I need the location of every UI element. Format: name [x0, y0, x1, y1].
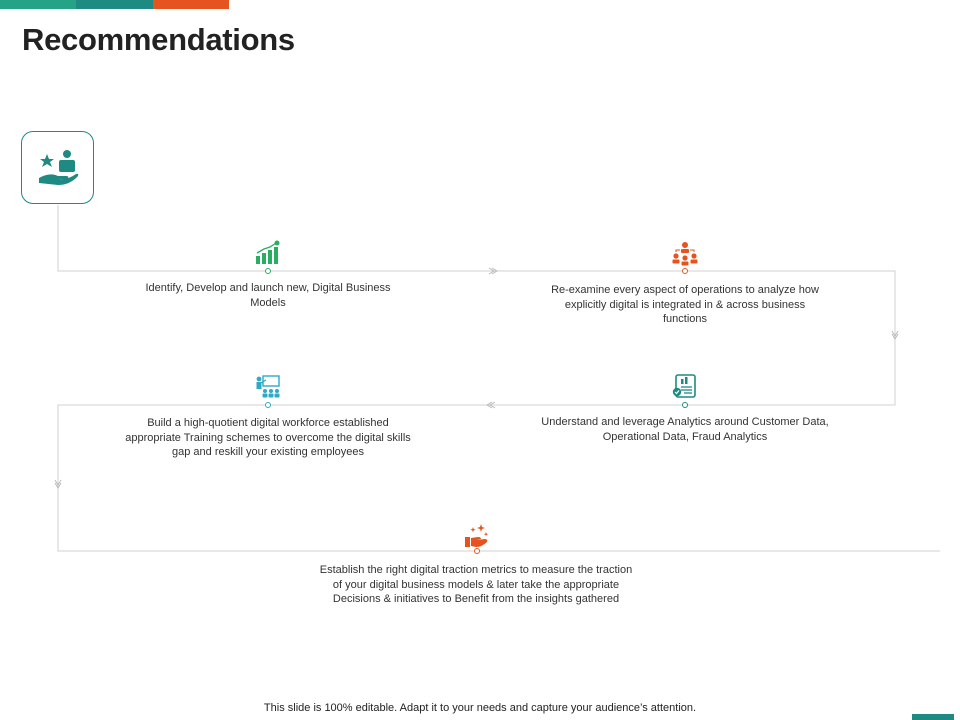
benefit-hand-icon	[463, 522, 491, 550]
training-icon	[254, 373, 282, 401]
talent-hand-icon	[22, 132, 92, 202]
footer-note: This slide is 100% editable. Adapt it to your needs and capture your audience’s attention.	[263, 702, 697, 714]
node-dot-4	[266, 403, 271, 408]
step-1-text: Identify, Develop and launch new, Digital Business Models	[145, 282, 391, 309]
step-3-text: Understand and leverage Analytics around Customer Data, Operational Data, Fraud Analytics	[541, 416, 829, 443]
node-dot-3	[683, 403, 688, 408]
hero-icon-box	[21, 131, 94, 204]
page-title: Recommendations	[22, 22, 295, 57]
node-dot-1	[266, 269, 271, 274]
step-2-text: Re-examine every aspect of operations to analyze how explicitly digital is integrated in & across business functions	[551, 284, 819, 325]
step-4-text: Build a high-quotient digital workforce established appropriate Training schemes to overcome the digital skills gap and reskill your existing employees	[125, 417, 411, 458]
corner-accent	[912, 714, 954, 720]
org-structure-icon	[671, 240, 699, 268]
node-dot-2	[683, 269, 688, 274]
analytics-report-icon	[671, 373, 699, 401]
growth-chart-icon	[254, 240, 282, 268]
step-5-text: Establish the right digital traction metrics to measure the traction of your digital business models & later take the appropriate Decisions & initiatives to Benefit from the insights gathered	[319, 564, 633, 605]
